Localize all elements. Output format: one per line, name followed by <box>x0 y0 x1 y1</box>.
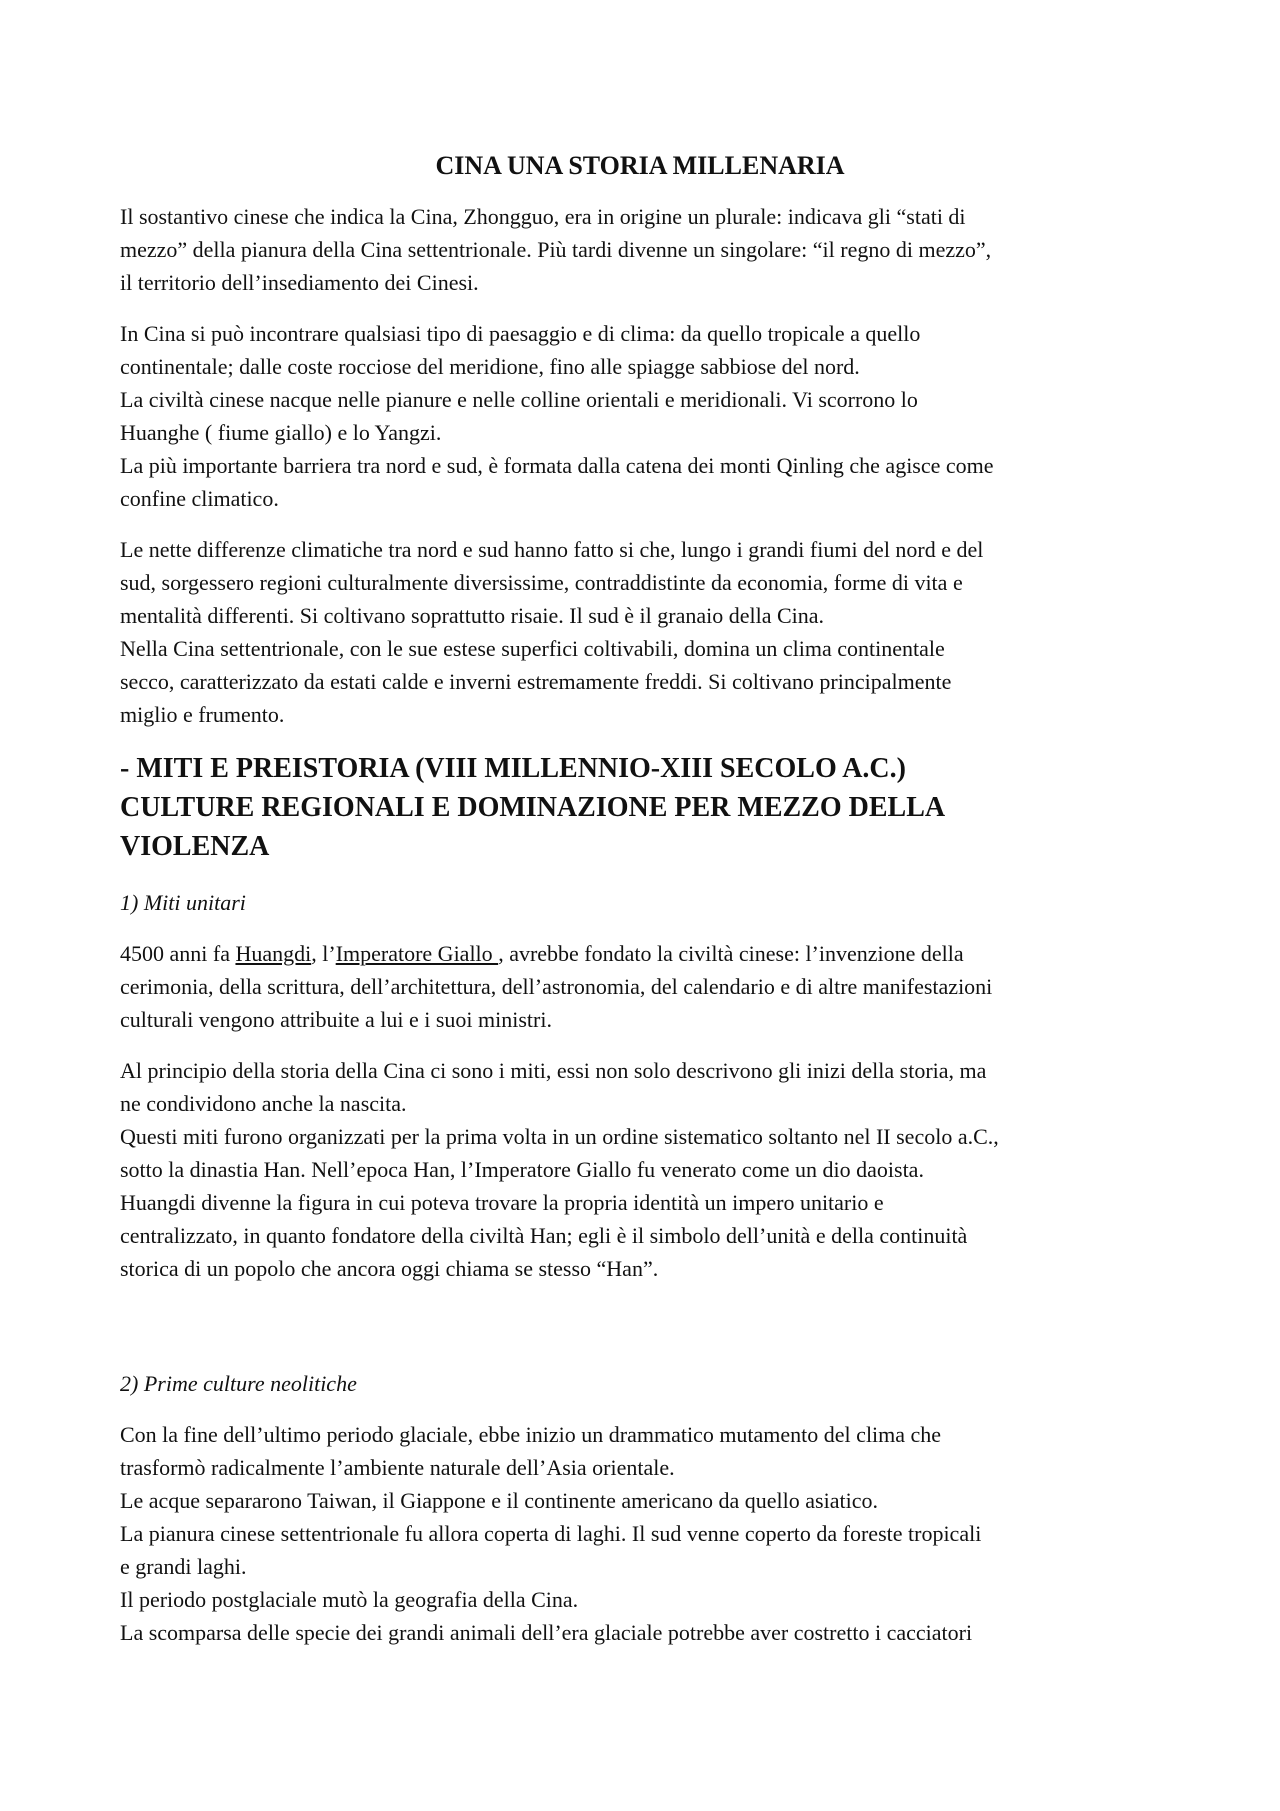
text-run: 4500 anni fa <box>120 941 236 966</box>
text-line: Huanghe ( fiume giallo) e lo Yangzi. <box>120 420 442 445</box>
heading-line: - MITI E PREISTORIA (VIII MILLENNIO-XIII SECOLO A.C.) <box>120 753 906 784</box>
text-line: ne condividono anche la nascita. <box>120 1091 407 1116</box>
text-line: Nella Cina settentrionale, con le sue estese superfici coltivabili, domina un clima continentale <box>120 636 945 661</box>
text-line: Le nette differenze climatiche tra nord e sud hanno fatto si che, lungo i grandi fiumi del nord e del <box>120 537 984 562</box>
text-line: centralizzato, in quanto fondatore della civiltà Han; egli è il simbolo dell’unità e della continuità <box>120 1223 968 1248</box>
text-line: Questi miti furono organizzati per la prima volta in un ordine sistematico soltanto nel II secolo a.C., <box>120 1124 999 1149</box>
text-line: trasformò radicalmente l’ambiente naturale dell’Asia orientale. <box>120 1455 675 1480</box>
text-line: Il sostantivo cinese che indica la Cina, Zhongguo, era in origine un plurale: indicava gli “stati di <box>120 204 966 229</box>
subheading-miti-unitari: 1) Miti unitari <box>120 890 246 915</box>
text-line: secco, caratterizzato da estati calde e inverni estremamente freddi. Si coltivano principalmente <box>120 669 952 694</box>
text-line: Huangdi divenne la figura in cui poteva trovare la propria identità un impero unitario e <box>120 1190 884 1215</box>
text-line: e grandi laghi. <box>120 1554 247 1579</box>
document-title: CINA UNA STORIA MILLENARIA <box>435 151 845 180</box>
text-line: sotto la dinastia Han. Nell’epoca Han, l’Imperatore Giallo fu venerato come un dio daoista. <box>120 1157 924 1182</box>
text-line: Le acque separarono Taiwan, il Giappone e il continente americano da quello asiatico. <box>120 1488 878 1513</box>
text-line: Il periodo postglaciale mutò la geografia della Cina. <box>120 1587 579 1612</box>
text-line: La pianura cinese settentrionale fu allora coperta di laghi. Il sud venne coperto da foreste tropicali <box>120 1521 982 1546</box>
intro-paragraph-3 <box>120 533 1160 731</box>
text-line: storica di un popolo che ancora oggi chiama se stesso “Han”. <box>120 1256 659 1281</box>
underlined-term-imperatore-giallo: Imperatore Giallo <box>335 941 499 966</box>
text-line: In Cina si può incontrare qualsiasi tipo di paesaggio e di clima: da quello tropicale a quello <box>120 321 921 346</box>
text-line: continentale; dalle coste rocciose del meridione, fino alle spiagge sabbiose del nord. <box>120 354 860 379</box>
document-body <box>120 150 1160 1667</box>
text-line: mezzo” della pianura della Cina settentrionale. Più tardi divenne un singolare: “il regno di mezzo”, <box>120 237 992 262</box>
text-line: culturali vengono attribuite a lui e i suoi ministri. <box>120 1007 552 1032</box>
blank-space <box>120 1303 1160 1367</box>
text-line: Al principio della storia della Cina ci sono i miti, essi non solo descrivono gli inizi della storia, ma <box>120 1058 987 1083</box>
text-run: , avrebbe fondato la civiltà cinese: l’invenzione della <box>498 941 964 966</box>
text-line: miglio e frumento. <box>120 702 285 727</box>
text-run: , l’ <box>311 941 336 966</box>
text-line: Con la fine dell’ultimo periodo glaciale, ebbe inizio un drammatico mutamento del clima che <box>120 1422 942 1447</box>
intro-paragraph-2 <box>120 317 1160 515</box>
intro-paragraph-1 <box>120 200 1160 299</box>
storia-paragraph <box>120 1054 1160 1285</box>
text-line: confine climatico. <box>120 486 279 511</box>
subheading-prime-culture: 2) Prime culture neolitiche <box>120 1371 357 1396</box>
text-line: La civiltà cinese nacque nelle pianure e nelle colline orientali e meridionali. Vi scorrono lo <box>120 387 918 412</box>
text-line: mentalità differenti. Si coltivano soprattutto risaie. Il sud è il granaio della Cina. <box>120 603 825 628</box>
miti-paragraph <box>120 937 1160 1036</box>
text-line: cerimonia, della scrittura, dell’architettura, dell’astronomia, del calendario e di altre manifestazioni <box>120 974 993 999</box>
heading-line: VIOLENZA <box>120 831 270 862</box>
text-line <box>120 937 1160 970</box>
underlined-term-huangdi: Huangdi <box>235 941 312 966</box>
section-heading <box>120 749 1160 866</box>
text-line: sud, sorgessero regioni culturalmente diversissime, contraddistinte da economia, forme di vita e <box>120 570 963 595</box>
text-line: il territorio dell’insediamento dei Cinesi. <box>120 270 479 295</box>
neolitico-paragraph <box>120 1418 1160 1649</box>
text-line: La scomparsa delle specie dei grandi animali dell’era glaciale potrebbe aver costretto i cacciatori <box>120 1620 973 1645</box>
heading-line: CULTURE REGIONALI E DOMINAZIONE PER MEZZO DELLA <box>120 792 946 823</box>
text-line: La più importante barriera tra nord e sud, è formata dalla catena dei monti Qinling che agisce come <box>120 453 994 478</box>
